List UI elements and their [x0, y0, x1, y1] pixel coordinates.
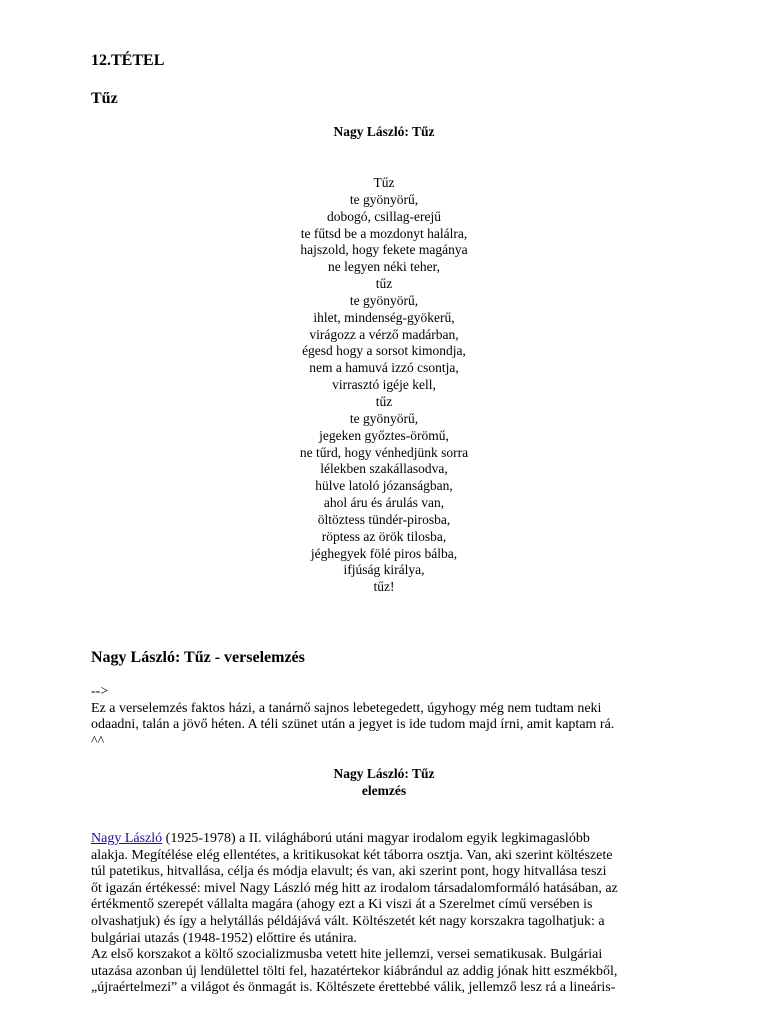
- heading-number: 12.TÉTEL: [91, 52, 165, 69]
- body-line: bulgáriai utazás (1948-1952) előttire és utánira.: [91, 930, 357, 946]
- poem-line: te gyönyörű,: [349, 191, 419, 207]
- analysis-heading: Nagy László: Tűz - verselemzés: [91, 649, 305, 666]
- author-link[interactable]: Nagy László: [91, 831, 163, 846]
- body-first-line-text: (1925-1978) a II. világháború utáni magyar irodalom egyik legkimagaslóbb: [162, 831, 590, 846]
- poem-line: öltöztess tündér-pirosba,: [317, 511, 451, 527]
- analysis-body: [91, 831, 681, 997]
- body-line: „újraértelmezi” a világot és önmagát is. Költészete érettebbé válik, jellemző lesz rá a lineáris-: [91, 980, 616, 996]
- poem-line: röptess az örök tilosba,: [321, 528, 447, 544]
- poem-title: Nagy László: Tűz: [333, 124, 435, 139]
- poem-line: jéghegyek fölé piros bálba,: [310, 545, 458, 561]
- poem-line: tűz: [375, 393, 393, 409]
- poem-line: hajszold, hogy fekete magánya: [300, 242, 468, 258]
- poem-line: Tűz: [373, 175, 395, 190]
- author-note: [91, 684, 681, 750]
- note-line: odaadni, talán a jövő héten. A téli szünet után a jegyet is ide tudom majd írni, amit kaptam rá.: [91, 717, 615, 732]
- body-line: [91, 831, 681, 848]
- heading-title: Tűz: [91, 90, 118, 107]
- poem-line: hülve latoló józanságban,: [315, 478, 453, 494]
- poem-line: te gyönyörű,: [349, 410, 419, 426]
- poem-line: tűz: [375, 276, 393, 292]
- poem-line: nem a hamuvá izzó csontja,: [309, 360, 459, 376]
- body-line: olvashatjuk) és így a helytállás példájává vált. Költészetét két nagy korszakra tagolhatjuk: a: [91, 913, 605, 929]
- body-line: értékmentő szerepét vállalta magára (ahogy ezt a Ki viszi át a Szerelmet című versében is: [91, 897, 593, 913]
- note-line: ^^: [91, 733, 105, 749]
- analysis-title-line1: Nagy László: Tűz: [333, 766, 435, 781]
- poem-line: ne tűrd, hogy vénhedjünk sorra: [299, 444, 469, 460]
- poem-line: te fűtsd be a mozdonyt halálra,: [300, 225, 468, 241]
- note-line: -->: [91, 684, 109, 699]
- body-line: őt igazán értékessé: mivel Nagy László még hitt az irodalom társadalomformáló hatásában, az: [91, 880, 618, 896]
- poem-line: jegeken győztes-örömű,: [319, 427, 449, 443]
- poem-line: égesd hogy a sorsot kimondja,: [302, 343, 466, 359]
- poem-line: lélekben szakállasodva,: [320, 461, 448, 477]
- poem-line: ifjúság királya,: [343, 562, 425, 578]
- poem-line: dobogó, csillag-erejű: [327, 208, 441, 224]
- poem-line: tűz!: [373, 579, 395, 595]
- poem-line: te gyönyörű,: [349, 292, 419, 308]
- poem-line: ihlet, mindenség-gyökerű,: [313, 309, 455, 325]
- analysis-title: [0, 765, 768, 799]
- poem-line: ahol áru és árulás van,: [323, 495, 445, 511]
- body-line: alakja. Megítélése elég ellentétes, a kritikusokat két táborra osztja. Van, aki szerint költészete: [91, 847, 613, 863]
- poem-text: [0, 175, 768, 596]
- body-line: utazása azonban új lendülettel tölti fel, hazatértekor kiábrándul az addig jónak hitt eszmékből,: [91, 963, 618, 979]
- analysis-title-line2: elemzés: [361, 783, 407, 798]
- poem-line: virágozz a vérző madárban,: [309, 326, 459, 342]
- poem-line: virrasztó igéje kell,: [332, 377, 436, 393]
- poem-line: ne legyen néki teher,: [328, 259, 440, 275]
- note-line: Ez a verselemzés faktos házi, a tanárnő sajnos lebetegedett, úgyhogy még nem tudtam neki: [91, 700, 602, 716]
- body-line: Az első korszakot a költő szocializmusba vetett hite jellemzi, versei sematikusak. Bulgáriai: [91, 947, 603, 963]
- body-line: túl patetikus, hitvallása, célja és módja elavult; és van, aki szerint pont, hogy hitvallása teszi: [91, 864, 607, 880]
